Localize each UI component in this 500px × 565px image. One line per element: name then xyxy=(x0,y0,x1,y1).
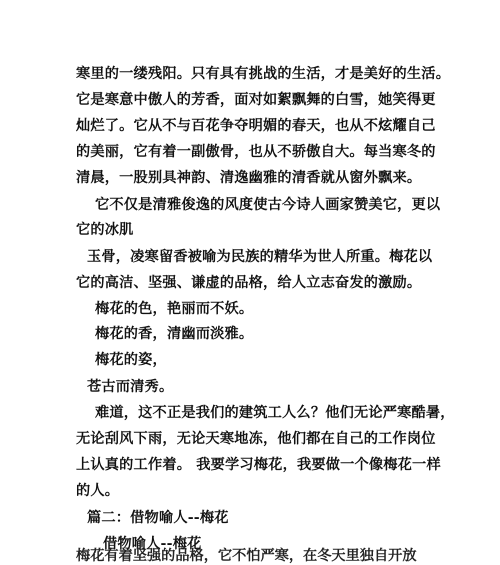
partial-text-line xyxy=(76,548,417,565)
text-line-7: 它的冰肌 xyxy=(76,222,134,238)
partial-text: 梅花有着坚强的品格，它不怕严寒，在冬天里独自开放 xyxy=(76,548,417,564)
text-line-13: 苍古而清秀。 xyxy=(87,379,174,395)
article-title: 借物喻人--梅花 xyxy=(103,536,202,552)
text-line-6: 它不仅是清雅俊逸的风度使古今诗人画家赞美它，更以 xyxy=(95,197,441,213)
text-line-11: 梅花的香，清幽而淡雅。 xyxy=(95,326,254,342)
text-line-15: 无论刮风下雨，无论天寒地冻，他们都在自己的工作岗位 xyxy=(76,431,436,447)
text-line-1: 寒里的一缕残阳。只有具有挑战的生活，才是美好的生活。 xyxy=(76,66,451,82)
text-line-2: 它是寒意中傲人的芳香，面对如絮飘舞的白雪，她笑得更 xyxy=(76,92,436,108)
text-line-10: 梅花的色，艳丽而不妖。 xyxy=(95,301,254,317)
text-line-9: 它的高洁、坚强、谦虚的品格，给人立志奋发的激励。 xyxy=(76,275,422,291)
text-line-4: 的美丽，它有着一副傲骨，也从不骄傲自大。每当寒冬的 xyxy=(76,144,436,160)
text-line-17: 的人。 xyxy=(76,483,120,499)
text-line-3: 灿烂了。它从不与百花争夺明媚的春天，也从不炫耀自己 xyxy=(76,118,436,134)
text-line-8: 玉骨，凌寒留香被喻为民族的精华为世人所重。梅花以 xyxy=(87,249,433,265)
text-line-5: 清晨，一股别具神韵、清逸幽雅的清香就从窗外飘来。 xyxy=(76,170,422,186)
text-line-14: 难道，这不正是我们的建筑工人么？他们无论严寒酷暑， xyxy=(95,405,455,421)
text-line-16: 上认真的工作着。 我要学习梅花，我要做一个像梅花一样 xyxy=(76,457,441,473)
section-heading: 篇二：借物喻人--梅花 xyxy=(87,510,229,526)
text-line-12: 梅花的姿， xyxy=(95,352,167,368)
